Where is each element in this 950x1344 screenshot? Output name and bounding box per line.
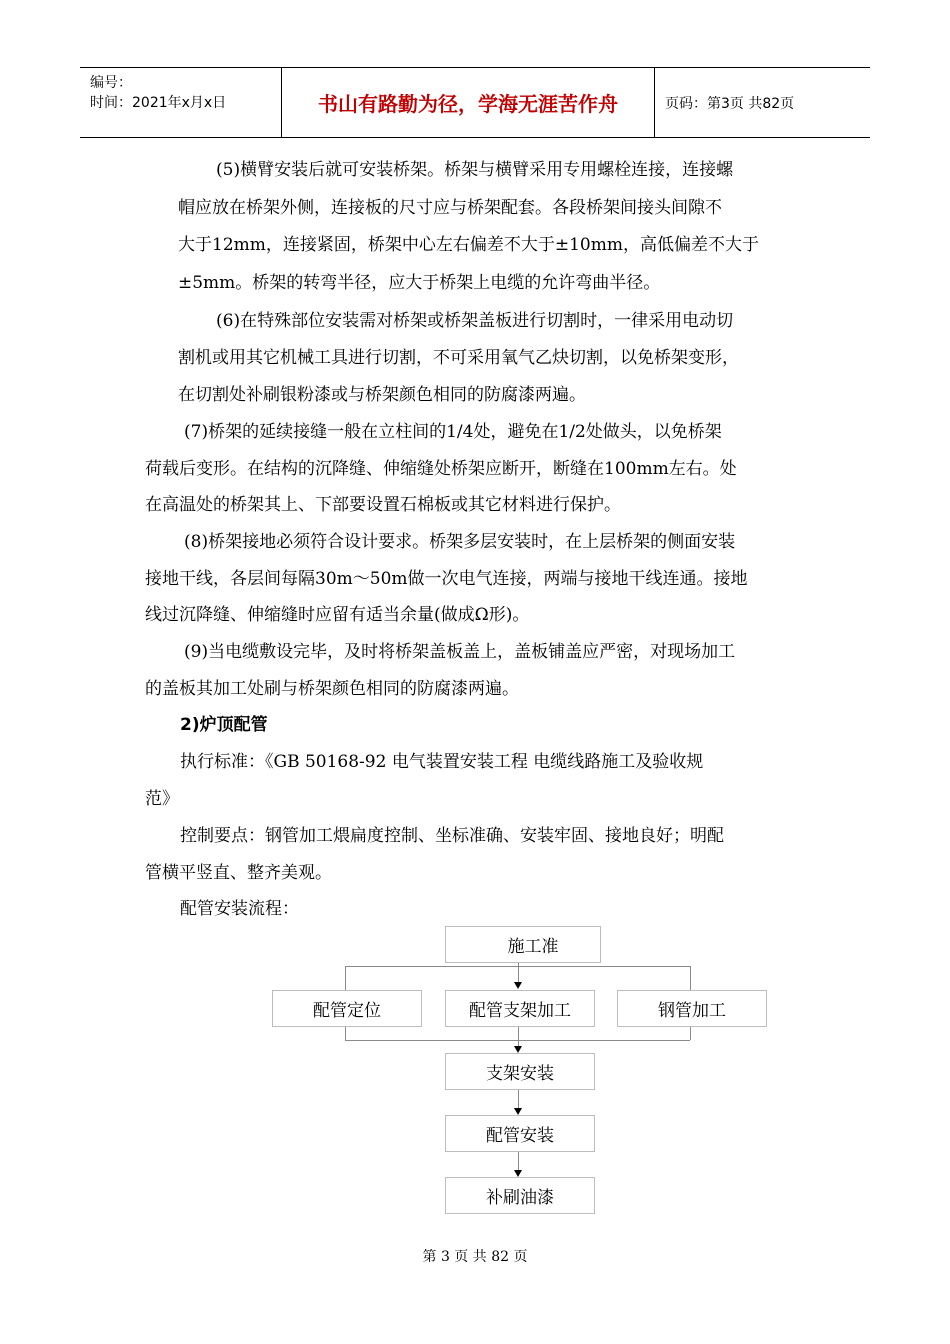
flow-step-pipe [617,990,767,1027]
body-line: 割机或用其它机械工具进行切割，不可采用氧气乙炔切割，以免桥架变形， [178,348,739,368]
flow-step-label: 钢管加工 [658,1001,726,1021]
doc-number-label: 编号： [90,75,132,91]
connector [518,1152,519,1170]
arrow-down-icon [514,982,522,989]
body-line: 在高温处的桥架其上、下部要设置石棉板或其它材料进行保护。 [145,495,621,515]
doc-date-label: 时间：2021年x月x日 [90,95,227,111]
connector [518,1090,519,1108]
body-line: 配管安装流程： [180,899,299,919]
section-title: 2)炉顶配管 [180,715,268,735]
flow-step-label: 配管定位 [313,1001,381,1021]
connector [690,966,691,990]
header-meta [80,68,280,137]
arrow-down-icon [514,1170,522,1177]
body-line: 的盖板其加工处刷与桥架颜色相同的防腐漆两遍。 [145,679,519,699]
header-motto: 书山有路勤为径，学海无涯苦作舟 [318,92,618,116]
body-line: ±5mm。桥架的转弯半径，应大于桥架上电缆的允许弯曲半径。 [178,273,661,293]
connector [345,1027,346,1040]
flow-step-label: 配管安装 [486,1126,554,1146]
header-divider [654,68,655,137]
flow-step-label: 配管支架加工 [469,1001,571,1021]
body-line: (5)横臂安装后就可安装桥架。桥架与横臂采用专用螺栓连接，连接螺 [216,160,734,180]
flow-step-label: 支架安装 [486,1064,554,1084]
page-footer: 第 3 页 共 82 页 [422,1249,528,1265]
flow-step-paint [445,1177,595,1214]
body-line: 范》 [145,789,179,809]
body-line: 帽应放在桥架外侧，连接板的尺寸应与桥架配套。各段桥架间接头间隙不 [178,198,722,218]
flow-step-prepare [445,926,601,963]
flow-step-install-bracket [445,1053,595,1090]
body-line: 控制要点：钢管加工煨扁度控制、坐标准确、安装牢固、接地良好；明配 [180,826,724,846]
flow-step-label: 施工准 [507,937,559,957]
flow-step-locate [272,990,422,1027]
body-line: (7)桥架的延续接缝一般在立柱间的1/4处，避免在1/2处做头，以免桥架 [184,422,722,442]
flow-step-label: 补刷油漆 [486,1188,554,1208]
page-header [80,67,870,138]
arrow-down-icon [514,1108,522,1115]
body-line: 荷载后变形。在结构的沉降缝、伸缩缝处桥架应断开，断缝在100mm左右。处 [145,459,737,479]
flow-step-bracket [445,990,595,1027]
body-line: (9)当电缆敷设完毕，及时将桥架盖板盖上，盖板铺盖应严密，对现场加工 [184,642,736,662]
body-line: (6)在特殊部位安装需对桥架或桥架盖板进行切割时，一律采用电动切 [216,311,734,331]
header-page-info: 页码：第3页 共82页 [665,95,795,112]
connector [345,966,346,990]
body-line: 在切割处补刷银粉漆或与桥架颜色相同的防腐漆两遍。 [178,385,586,405]
body-line: 大于12mm，连接紧固，桥架中心左右偏差不大于±10mm，高低偏差不大于 [178,235,759,255]
flow-step-install-pipe [445,1115,595,1152]
connector [518,963,519,982]
connector [690,1027,691,1040]
arrow-down-icon [514,1046,522,1053]
body-line: 接地干线，各层间每隔30m～50m做一次电气连接，两端与接地干线连通。接地 [145,569,748,589]
body-line: 管横平竖直、整齐美观。 [145,863,332,883]
connector [518,1027,519,1046]
body-line: 线过沉降缝、伸缩缝时应留有适当余量(做成Ω形)。 [145,605,530,625]
body-line: 执行标准：《GB 50168-92 电气装置安装工程 电缆线路施工及验收规 [180,752,704,772]
body-line: (8)桥架接地必须符合设计要求。桥架多层安装时，在上层桥架的侧面安装 [184,532,736,552]
